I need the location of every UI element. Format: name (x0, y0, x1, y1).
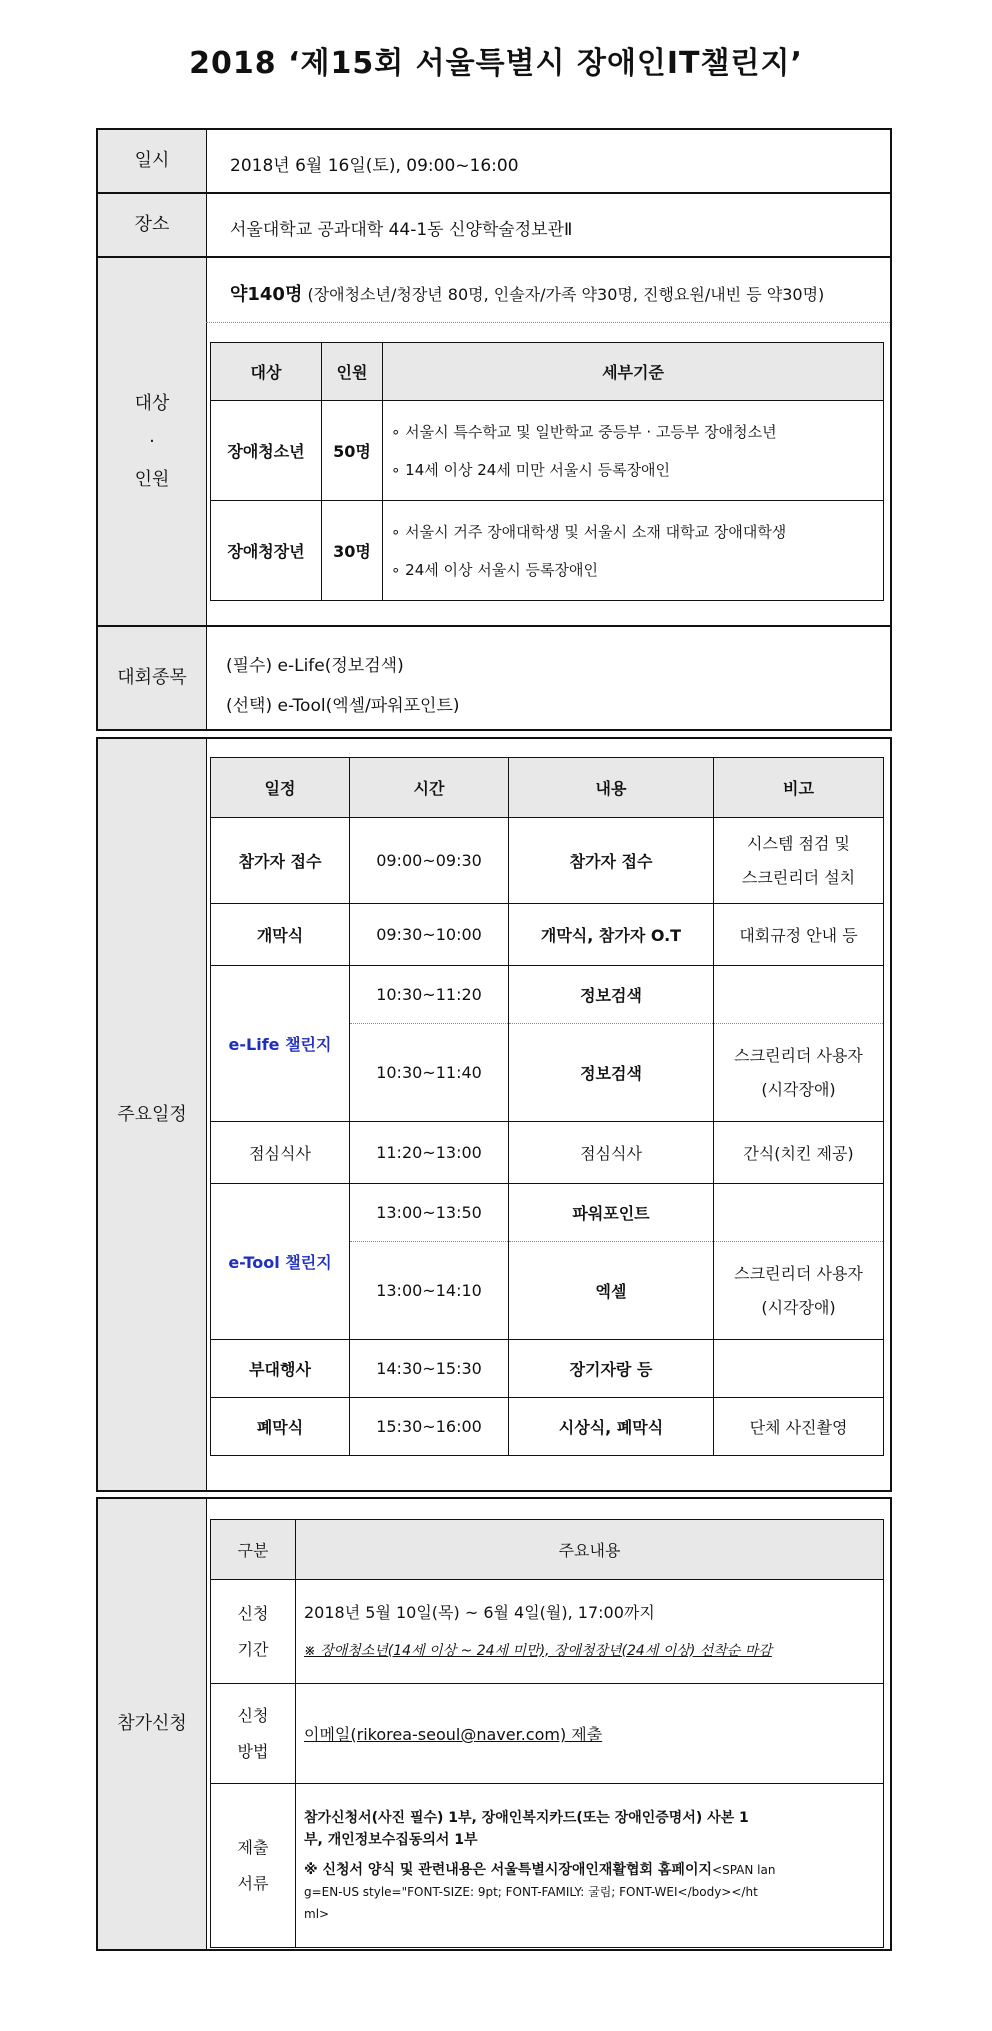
target-label: 대상 · 인원 (98, 258, 207, 625)
schedule-note: 단체 사진촬영 (714, 1398, 884, 1456)
criteria-line: ∘ 서울시 거주 장애대학생 및 서울시 소재 대학교 장애대학생 (391, 522, 787, 541)
apply-category (211, 1580, 296, 1684)
th-target: 대상 (211, 343, 322, 401)
schedule-name: 부대행사 (211, 1340, 350, 1398)
apply-label: 참가신청 (98, 1499, 207, 1949)
schedule-name: 점심식사 (211, 1122, 350, 1184)
schedule-note: 간식(치킨 제공) (714, 1122, 884, 1184)
page-title: 2018 ‘제15회 서울특별시 장애인IT챌린지’ (189, 46, 803, 81)
target-count: 30명 (322, 501, 383, 601)
target-criteria (383, 401, 884, 501)
table-row (211, 1184, 884, 1242)
target-group: 장애청장년 (211, 501, 322, 601)
schedule-label: 주요일정 (98, 739, 207, 1490)
schedule-note (714, 818, 884, 904)
category-line: 방법 (237, 1741, 269, 1761)
schedule-note (714, 966, 884, 1024)
apply-docs (296, 1784, 884, 1948)
docs-note: ※ 신청서 양식 및 관련내용은 서울특별시장애인재활협회 홈페이지<SPAN lan (304, 1861, 776, 1878)
apply-category (211, 1684, 296, 1784)
schedule-time: 09:30~10:00 (350, 904, 509, 966)
table-row (211, 904, 884, 966)
schedule-time: 11:20~13:00 (350, 1122, 509, 1184)
category-line: 기간 (237, 1639, 269, 1659)
place-label: 장소 (98, 194, 207, 256)
apply-method: 이메일(rikorea-seoul@naver.com) 제출 (296, 1684, 884, 1784)
schedule-time: 14:30~15:30 (350, 1340, 509, 1398)
events-label: 대회종목 (98, 627, 207, 729)
schedule-time: 09:00~09:30 (350, 818, 509, 904)
note-line: 시스템 점검 및 (747, 833, 850, 853)
note-line: (시각장애) (761, 1297, 836, 1317)
category-line: 제출 (237, 1837, 269, 1857)
schedule-time: 13:00~13:50 (350, 1184, 509, 1242)
target-table (210, 342, 884, 601)
target-section (96, 256, 892, 627)
schedule-time: 10:30~11:40 (350, 1024, 509, 1122)
schedule-name: 폐막식 (211, 1398, 350, 1456)
period-text: 2018년 5월 10일(목) ~ 6월 4일(월), 17:00까지 (304, 1602, 655, 1622)
apply-table (210, 1519, 884, 1948)
th-note: 비고 (714, 758, 884, 818)
th-criteria: 세부기준 (383, 343, 884, 401)
table-row (211, 818, 884, 904)
schedule-section (96, 737, 892, 1492)
schedule-name: 개막식 (211, 904, 350, 966)
event-item: (필수) e-Life(정보검색) (226, 656, 404, 676)
schedule-note (714, 1024, 884, 1122)
target-group: 장애청소년 (211, 401, 322, 501)
schedule-name: e-Life 챌린지 (211, 966, 350, 1122)
schedule-note (714, 1340, 884, 1398)
event-item: (선택) e-Tool(엑셀/파워포인트) (226, 696, 460, 716)
target-summary: 약140명 (장애청소년/청장년 80명, 인솔자/가족 약30명, 진행요원/내빈 등 약30명) (230, 284, 825, 305)
date-label: 일시 (98, 130, 207, 192)
th-schedule: 일정 (211, 758, 350, 818)
docs-code: g=EN-US style="FONT-SIZE: 9pt; FONT-FAMILY: 굴림; FONT-WEI</body></ht (304, 1884, 758, 1899)
schedule-content: 정보검색 (509, 1024, 714, 1122)
table-row (211, 1122, 884, 1184)
schedule-content: 점심식사 (509, 1122, 714, 1184)
target-criteria (383, 501, 884, 601)
schedule-note (714, 1242, 884, 1340)
table-row (211, 1684, 884, 1784)
note-line: 스크린리더 사용자 (734, 1045, 863, 1065)
note-line: (시각장애) (761, 1079, 836, 1099)
date-section (96, 128, 892, 194)
th-category: 구분 (211, 1520, 296, 1580)
category-line: 신청 (237, 1705, 269, 1725)
schedule-content: 장기자랑 등 (509, 1340, 714, 1398)
docs-line: 부, 개인정보수집동의서 1부 (304, 1831, 478, 1848)
schedule-note: 대회규정 안내 등 (714, 904, 884, 966)
table-row (211, 501, 884, 601)
criteria-line: ∘ 서울시 특수학교 및 일반학교 중등부 · 고등부 장애청소년 (391, 422, 777, 441)
note-line: 스크린리더 설치 (741, 867, 856, 887)
schedule-name: 참가자 접수 (211, 818, 350, 904)
table-row (211, 966, 884, 1024)
apply-period (296, 1580, 884, 1684)
schedule-content: 참가자 접수 (509, 818, 714, 904)
schedule-content: 시상식, 폐막식 (509, 1398, 714, 1456)
schedule-note (714, 1184, 884, 1242)
category-line: 신청 (237, 1603, 269, 1623)
note-line: 스크린리더 사용자 (734, 1263, 863, 1283)
schedule-time: 13:00~14:10 (350, 1242, 509, 1340)
schedule-name: e-Tool 챌린지 (211, 1184, 350, 1340)
table-row (211, 1340, 884, 1398)
schedule-time: 10:30~11:20 (350, 966, 509, 1024)
schedule-content: 개막식, 참가자 O.T (509, 904, 714, 966)
docs-code: ml> (304, 1906, 330, 1921)
criteria-line: ∘ 24세 이상 서울시 등록장애인 (391, 560, 598, 579)
apply-section (96, 1497, 892, 1951)
schedule-table (210, 757, 884, 1456)
th-count: 인원 (322, 343, 383, 401)
table-row (211, 1580, 884, 1684)
events-section (96, 625, 892, 731)
docs-line: 참가신청서(사진 필수) 1부, 장애인복지카드(또는 장애인증명서) 사본 1 (304, 1809, 749, 1826)
th-content: 내용 (509, 758, 714, 818)
table-row (211, 401, 884, 501)
date-value: 2018년 6월 16일(토), 09:00~16:00 (230, 156, 519, 176)
place-value: 서울대학교 공과대학 44-1동 신양학술정보관Ⅱ (230, 220, 573, 240)
period-note: ※ 장애청소년(14세 이상 ~ 24세 미만), 장애청장년(24세 이상) 선착순 마감 (304, 1642, 772, 1659)
place-section (96, 192, 892, 258)
schedule-content: 정보검색 (509, 966, 714, 1024)
criteria-line: ∘ 14세 이상 24세 미만 서울시 등록장애인 (391, 460, 671, 479)
schedule-content: 엑셀 (509, 1242, 714, 1340)
table-row (211, 1784, 884, 1948)
schedule-time: 15:30~16:00 (350, 1398, 509, 1456)
category-line: 서류 (237, 1873, 269, 1893)
apply-category (211, 1784, 296, 1948)
target-count: 50명 (322, 401, 383, 501)
table-row (211, 1398, 884, 1456)
th-time: 시간 (350, 758, 509, 818)
schedule-content: 파워포인트 (509, 1184, 714, 1242)
th-details: 주요내용 (296, 1520, 884, 1580)
